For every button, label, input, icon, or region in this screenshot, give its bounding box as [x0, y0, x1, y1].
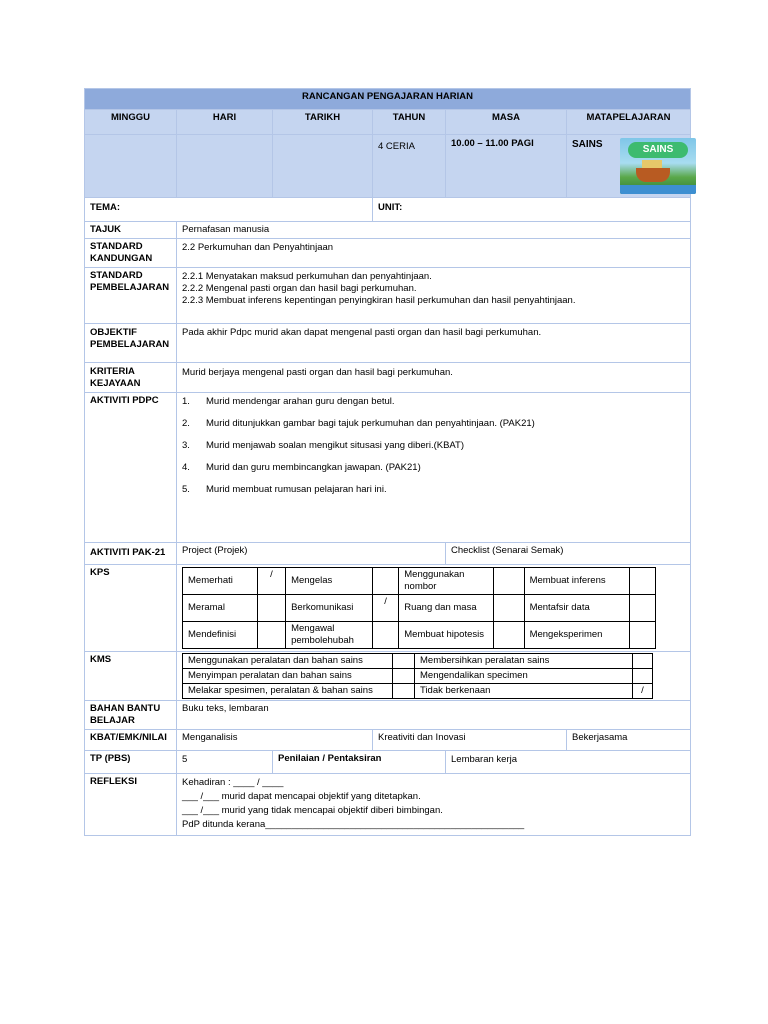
kms-tick-box[interactable]: / [633, 684, 653, 699]
subject-label: SAINS [572, 139, 603, 150]
kps-item: Meramal [183, 595, 258, 622]
lesson-plan-table [84, 88, 691, 836]
kms-tick-box[interactable] [393, 669, 415, 684]
kps-item: Membuat hipotesis [399, 622, 494, 649]
standard-pembelajaran-list [177, 268, 691, 324]
kps-cell [177, 565, 691, 652]
bahan-value: Buku teks, lembaran [177, 701, 691, 730]
tajuk-label: TAJUK [85, 222, 177, 239]
kps-tick-box[interactable] [629, 568, 655, 595]
kbat-value-2: Kreativiti dan Inovasi [373, 730, 567, 751]
kbat-value-1: Menganalisis [177, 730, 373, 751]
penilaian-label: Penilaian / Pentaksiran [273, 751, 446, 774]
aktiviti-text: Murid mendengar arahan guru dengan betul. [206, 396, 395, 407]
cell-minggu [85, 135, 177, 198]
aktiviti-text: Murid membuat rumusan pelajaran hari ini. [206, 484, 387, 495]
col-masa: MASA [446, 110, 567, 135]
kbat-label: KBAT/EMK/NILAI [85, 730, 177, 751]
kps-tick-box[interactable] [257, 622, 285, 649]
kriteria-value: Murid berjaya mengenal pasti organ dan hasil bagi perkumuhan. [177, 363, 691, 393]
aktiviti-number: 5. [182, 484, 190, 495]
kms-item: Tidak berkenaan [415, 684, 633, 699]
penilaian-value: Lembaran kerja [446, 751, 691, 774]
kms-item: Mengendalikan specimen [415, 669, 633, 684]
logo-water [620, 185, 696, 194]
tema-cell [85, 198, 373, 222]
kps-item: Mendefinisi [183, 622, 258, 649]
kps-tick-box[interactable] [372, 622, 398, 649]
pak21-value-2: Checklist (Senarai Semak) [446, 543, 691, 565]
col-tarikh: TARIKH [273, 110, 373, 135]
cell-hari [177, 135, 273, 198]
refleksi-cell [177, 774, 691, 836]
kms-row [183, 684, 653, 699]
kps-item: Memerhati [183, 568, 258, 595]
kps-tick-box[interactable] [494, 595, 524, 622]
kms-item: Membersihkan peralatan sains [415, 654, 633, 669]
unit-cell [373, 198, 691, 222]
kms-tick-box[interactable] [633, 669, 653, 684]
aktiviti-item [182, 440, 685, 452]
kps-tick-box[interactable] [257, 595, 285, 622]
aktiviti-item [182, 484, 685, 496]
kps-item: Menggunakan nombor [399, 568, 494, 595]
sp-item: 2.2.2 Mengenal pasti organ dan hasil bagi perkumuhan. [182, 283, 417, 294]
aktiviti-number: 3. [182, 440, 190, 451]
aktiviti-list [182, 396, 685, 496]
objektif-value: Pada akhir Pdpc murid akan dapat mengenal pasti organ dan hasil bagi perkumuhan. [177, 324, 691, 363]
pak21-value-1: Project (Projek) [177, 543, 446, 565]
pak21-label: AKTIVITI PAK-21 [85, 543, 177, 565]
kms-cell [177, 652, 691, 701]
kk-label-2: KEJAYAAN [90, 378, 141, 389]
bahan-label-1: BAHAN BANTU [90, 703, 161, 714]
kps-tick-box[interactable]: / [257, 568, 285, 595]
obj-label-2: PEMBELAJARAN [90, 339, 170, 350]
aktiviti-cell [177, 393, 691, 543]
refleksi-line: Kehadiran : ____ / ____ [182, 777, 284, 788]
tp-label: TP (PBS) [85, 751, 177, 774]
cell-matapelajaran [567, 135, 691, 198]
bahan-label-2: BELAJAR [90, 715, 135, 726]
cell-tarikh [273, 135, 373, 198]
kms-tick-box[interactable] [393, 654, 415, 669]
standard-kandungan-label [85, 239, 177, 268]
aktiviti-item [182, 418, 685, 430]
kms-table [182, 653, 653, 699]
kps-item: Mengawal pembolehubah [286, 622, 373, 649]
aktiviti-number: 1. [182, 396, 190, 407]
aktiviti-text: Murid dan guru membincangkan jawapan. (PAK21) [206, 462, 421, 473]
kps-tick-box[interactable] [372, 568, 398, 595]
kps-tick-box[interactable]: / [372, 595, 398, 622]
logo-sign: SAINS [628, 142, 688, 158]
sains-logo-image [620, 138, 696, 194]
kps-item: Mentafsir data [524, 595, 629, 622]
kms-item: Melakar spesimen, peralatan & bahan sains [183, 684, 393, 699]
kps-item: Ruang dan masa [399, 595, 494, 622]
kk-label-1: KRITERIA [90, 366, 135, 377]
kps-tick-box[interactable] [629, 595, 655, 622]
kps-row [183, 595, 656, 622]
kms-row [183, 654, 653, 669]
standard-pembelajaran-label [85, 268, 177, 324]
kms-tick-box[interactable] [393, 684, 415, 699]
kps-item: Mengelas [286, 568, 373, 595]
aktiviti-number: 4. [182, 462, 190, 473]
logo-boat [636, 168, 670, 182]
kms-row [183, 669, 653, 684]
objektif-label [85, 324, 177, 363]
tp-value: 5 [177, 751, 273, 774]
kms-rows [183, 654, 653, 699]
aktiviti-item [182, 462, 685, 474]
kps-table [182, 567, 656, 649]
kriteria-label [85, 363, 177, 393]
lesson-plan-sheet [84, 88, 690, 836]
aktiviti-text: Murid menjawab soalan mengikut situsasi yang diberi.(KBAT) [206, 440, 465, 451]
sp-label-1: STANDARD [90, 270, 143, 281]
sk-label-1: STANDARD [90, 241, 143, 252]
kps-label: KPS [85, 565, 177, 652]
sp-label-2: PEMBELAJARAN [90, 282, 170, 293]
tajuk-value: Pernafasan manusia [177, 222, 691, 239]
sp-item: 2.2.1 Menyatakan maksud perkumuhan dan penyahtinjaan. [182, 271, 432, 282]
kms-item: Menyimpan peralatan dan bahan sains [183, 669, 393, 684]
bahan-label [85, 701, 177, 730]
kps-item: Mengeksperimen [524, 622, 629, 649]
kps-tick-box[interactable] [494, 622, 524, 649]
tema-label: TEMA: [90, 202, 121, 213]
kms-item: Menggunakan peralatan dan bahan sains [183, 654, 393, 669]
refleksi-line: ___ /___ murid dapat mencapai objektif yang ditetapkan. [182, 791, 421, 802]
col-matapelajaran: MATAPELAJARAN [567, 110, 691, 135]
kps-item: Membuat inferens [524, 568, 629, 595]
col-tahun: TAHUN [373, 110, 446, 135]
obj-label-1: OBJEKTIF [90, 327, 137, 338]
refleksi-label: REFLEKSI [85, 774, 177, 836]
unit-label: UNIT: [378, 202, 403, 213]
col-hari: HARI [177, 110, 273, 135]
sk-label-2: KANDUNGAN [90, 253, 153, 264]
kps-rows [183, 568, 656, 649]
kps-tick-box[interactable] [494, 568, 524, 595]
cell-masa: 10.00 – 11.00 PAGI [446, 135, 567, 198]
kps-item: Berkomunikasi [286, 595, 373, 622]
aktiviti-item [182, 396, 685, 408]
kps-row [183, 568, 656, 595]
kps-row [183, 622, 656, 649]
sp-item: 2.2.3 Membuat inferens kepentingan penyingkiran hasil perkumuhan dan hasil penyahtinjaan. [182, 295, 576, 306]
refleksi-line: PdP ditunda kerana_________________________________________________ [182, 819, 525, 830]
refleksi-line: ___ /___ murid yang tidak mencapai objektif diberi bimbingan. [182, 805, 443, 816]
aktiviti-text: Murid ditunjukkan gambar bagi tajuk perkumuhan dan penyahtinjaan. (PAK21) [206, 418, 535, 429]
page-title: RANCANGAN PENGAJARAN HARIAN [85, 89, 691, 110]
kms-label: KMS [85, 652, 177, 701]
kps-tick-box[interactable] [629, 622, 655, 649]
aktiviti-number: 2. [182, 418, 190, 429]
kbat-value-3: Bekerjasama [567, 730, 691, 751]
aktiviti-label: AKTIVITI PDPC [85, 393, 177, 543]
cell-tahun: 4 CERIA [373, 135, 446, 198]
kms-tick-box[interactable] [633, 654, 653, 669]
col-minggu: MINGGU [85, 110, 177, 135]
standard-kandungan-value: 2.2 Perkumuhan dan Penyahtinjaan [177, 239, 691, 268]
